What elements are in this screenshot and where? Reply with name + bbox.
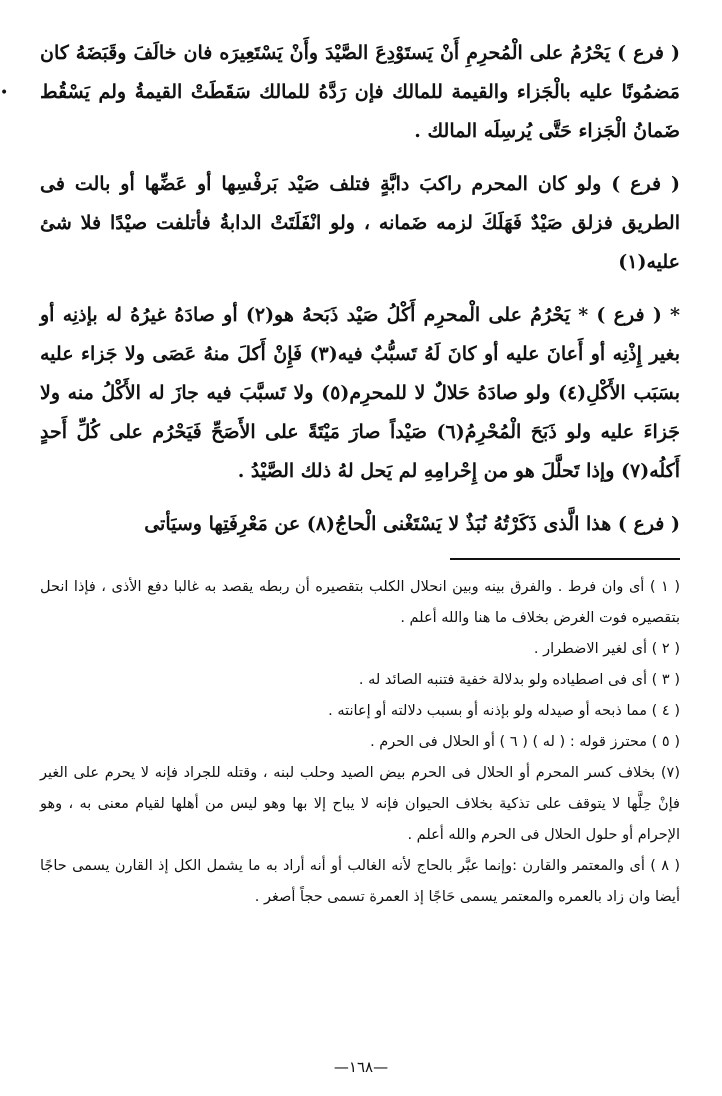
paragraph-far-3: * ( فرع ) * يَحْرُمُ على الْمحرِم أَكْلُ صَيْد ذَبَحهُ هو(٢) أو صادَهُ غيرُهُ له بإذنِه أو بغير إِذْنِه أو أَعانَ عليه أو كانَ لَهُ تَسبُّبٌ فيه(٣) فَإِنْ أَكلَ منهُ عَصَى ولا جَزاء عليه بسَبَب الأَكْلِ(٤) ولو صادَهُ حَلالٌ لا للمحرِم(٥) ولا تَسبَّبَ فيه جازَ له الأَكْلُ منه ولا جَزاءَ عليه ولو ذَبَحَ الْمُحْرِمُ(٦) صَيْداً صارَ مَيْتَةً على الأَصَحِّ فَيَحْرُم على كُلِّ أَحدٍ أَكلُه(٧) وإذا تَحلَّلَ هو من إِحْرامِهِ لم يَحل لهُ ذلك الصَّيْدُ . — [40, 304, 681, 482]
paragraph-far-4: ( فرع ) هذا الَّذى ذَكَرْتُهُ نُبَذٌ لا يَسْتَغْنى الْحاجُ(٨) عن مَعْرِفَتِها وسيَأتى — [144, 513, 680, 535]
footnote-4: ( ٤ ) مما ذبحه أو صيدله ولو بإذنه أو بسبب دلالته أو إعانته . — [328, 703, 680, 719]
footnote-2: ( ٢ ) أى لغير الاضطرار . — [533, 641, 680, 657]
page-number: —١٦٨— — [333, 1058, 389, 1076]
edge-mark-dot: • — [0, 85, 9, 101]
main-text-block — [40, 34, 680, 544]
footnote-8: ( ٨ ) أى والمعتمر والقارن :وإنما عبَّر بالحاج لأنه الغالب أو أنه أراد به ما يشمل الكل إذ القارن يسمى حاجًا أيضا وان زاد بالعمره والمعتمر يسمى حَاجًا إذ العمرة تسمى حجاً أصغر . — [40, 858, 680, 905]
paragraph-far-2: ( فرع ) ولو كان المحرم راكبَ دابَّةٍ فتلف صَيْد بَرفْسِها أو عَضِّها أو بالت فى الطريق فزلق صَيْدٌ فَهَلَكَ لزمه ضَمانه ، ولو انْفَلَتَتْ الدابةُ فأتلفت صيْدًا فلا شئ عليه(١) — [40, 173, 680, 273]
footnote-5-6: ( ٥ ) محترز قوله : ( له ) ( ٦ ) أو الحلال فى الحرم . — [370, 734, 680, 750]
footnotes-block — [40, 572, 680, 913]
paragraph-far-1: ( فرع ) يَحْرُمُ على الْمُحرِمِ أَنْ يَستَوْدِعَ الصَّيْدَ وأَنْ يَسْتَعِيرَه فان خالَفَ وقَبَضَهُ كان مَضمُونًا عليه بالْجَزاء والقيمة للمالك فإن رَدَّهُ للمالك سَقَطَتْ القيمةُ ولم يَسْقُط ضَمانُ الْجَزاء حَتَّى يُرسِلَه المالك . — [40, 42, 680, 142]
footnote-7: (٧) بخلاف كسر المحرم أو الحلال فى الحرم بيض الصيد وحلب لبنه ، وقتله للجراد فإنه لا يحرم على الغير فإنْ حِلَّها لا يتوقف على تذكية بخلاف الحيوان فإنه لا يباح إلا بها وهو ليس من أهلها لقيام معنى به ، وهو الإحرام أو حلول الحلال فى الحرم والله أعلم . — [40, 765, 680, 843]
footnote-separator — [450, 558, 680, 560]
footnote-3: ( ٣ ) أى فى اصطياده ولو بدلالة خفية فتنبه الصائد له . — [358, 672, 680, 688]
footnote-1: ( ١ ) أى وان فرط . والفرق بينه وبين انحلال الكلب بتقصيره أن ربطه يقصد به غالبا دفع الأذى ، فإذا انحل بتقصيره فوت الغرض بخلاف ما هنا والله أعلم . — [40, 579, 680, 626]
book-page — [40, 30, 680, 1070]
